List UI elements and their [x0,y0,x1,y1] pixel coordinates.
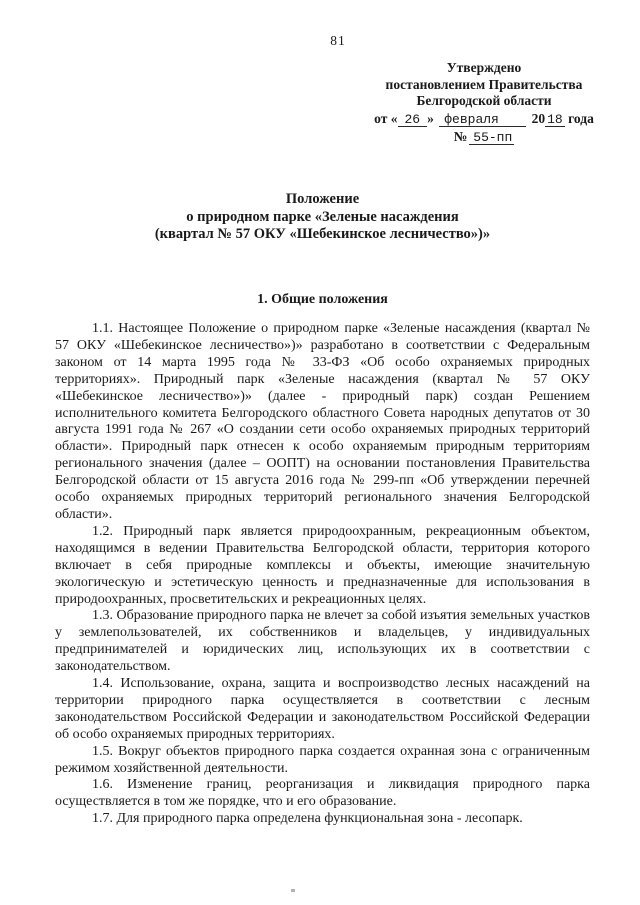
paragraph-1-4: 1.4. Использование, охрана, защита и воспроизводство лесных насаждений на территории природного парка осуществляется в соответствии с лесным законодательством Российской Федерации и законодательством Российской Федерации об особо охраняемых природных территориях. [55,676,590,742]
date-year-suffix: года [568,110,594,126]
paragraph-1-3: 1.3. Образование природного парка не влечет за собой изъятия земельных участков у землепользователей, их собственников и владельцев, у индивидуальных предпринимателей и юридических лиц, использующих их в соответствии с законодательством. [55,608,590,675]
paragraph-1-2: 1.2. Природный парк является природоохранным, рекреационным объектом, находящимся в ведении Правительства Белгородской области, территория которого включает в себя природные комплексы и объекты, имеющие значительную экологическую и эстетическую ценность и предназначенные для использования в природоохранных, просветительских и рекреационных целях. [55,523,590,607]
document-title [55,191,590,244]
date-month-fill: февраля [439,113,526,127]
approval-number-line [356,129,612,146]
number-sign: № [453,129,468,144]
approval-line-region: Белгородской области [416,93,552,108]
title-line-1: Положение [285,191,360,207]
approval-block [356,60,612,146]
title-line-3: (квартал № 57 ОКУ «Шебекинское лесничество»)» [154,226,491,242]
date-quote-close: » [427,110,434,126]
document-body [55,321,590,828]
number-value-fill: 55-пп [469,131,514,145]
approval-date-line [356,111,612,128]
title-line-2: о природном парке «Зеленые насаждения [186,208,459,225]
approval-line-resolution: постановлением Правительства [385,76,583,92]
page-number: 81 [330,33,346,48]
scan-artifact-dot [291,889,295,892]
paragraph-1-5: 1.5. Вокруг объектов природного парка создается охранная зона с ограниченным режимом хозяйственной деятельности. [55,743,590,776]
paragraph-1-6: 1.6. Изменение границ, реорганизация и ликвидация природного парка осуществляется в том же порядке, что и его образование. [55,777,590,810]
paragraph-1-7: 1.7. Для природного парка определена функциональная зона - лесопарк. [92,811,523,827]
date-from-text: от « [374,110,398,126]
date-year-prefix: 20 [531,110,546,126]
date-day-fill: 26 [398,113,428,127]
paragraph-1-1: 1.1. Настоящее Положение о природном парке «Зеленые насаждения (квартал № 57 ОКУ «Шебекинское лесничество»)» разработано в соответствии с Федеральным законом от 14 марта 1995 года № 33-ФЗ «Об особо охраняемых природных территориях». Природный парк «Зеленые насаждения (квартал № 57 ОКУ «Шебекинское лесничество»)» (далее - природный парк) создан Решением исполнительного комитета Белгородского областного Совета народных депутатов от 30 августа 1991 года № 267 «О создании сети особо охраняемых природных территорий области». Природный парк отнесен к особо охраняемым природным территориям регионального значения (далее – ООПТ) на основании постановления Правительства Белгородской области от 15 августа 2016 года № 299-пп «Об утверждении перечней особо охраняемых природных территорий регионального значения Белгородской области». [55,321,590,522]
date-year-fill: 18 [547,111,563,127]
approval-line-approved: Утверждено [446,60,522,75]
section-heading-general-provisions: 1. Общие положения [257,292,388,307]
